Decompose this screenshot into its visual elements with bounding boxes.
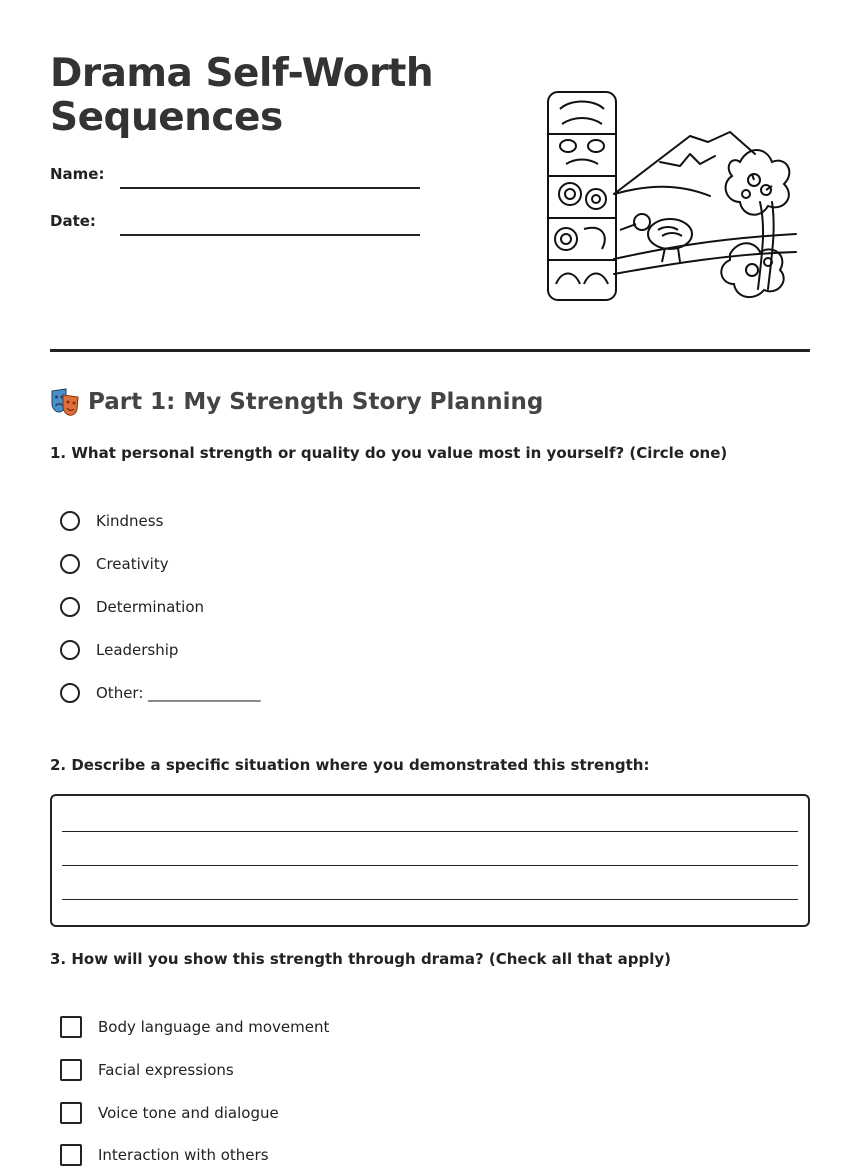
answer-line: [62, 899, 798, 900]
option-label: Leadership: [96, 641, 179, 659]
radio-circle[interactable]: [60, 511, 80, 531]
option-label: Kindness: [96, 512, 164, 530]
name-label: Name:: [50, 165, 105, 183]
checkbox-label: Body language and movement: [98, 1018, 330, 1036]
option-kindness[interactable]: [60, 511, 163, 531]
section-heading-text: Part 1: My Strength Story Planning: [88, 389, 544, 415]
checkbox-voice-tone[interactable]: [60, 1102, 279, 1124]
name-field[interactable]: [120, 187, 420, 189]
radio-circle[interactable]: [60, 640, 80, 660]
checkbox-label: Interaction with others: [98, 1146, 269, 1164]
checkbox-facial-expressions[interactable]: [60, 1059, 234, 1081]
option-label: Determination: [96, 598, 205, 616]
checkbox-box[interactable]: [60, 1144, 82, 1166]
question-3: 3. How will you show this strength through drama? (Check all that apply): [50, 950, 672, 968]
date-field[interactable]: [120, 234, 420, 236]
title-line-1: Drama Self-Worth: [50, 51, 434, 96]
section-heading-part-1: [50, 387, 543, 417]
checkbox-box[interactable]: [60, 1016, 82, 1038]
checkbox-box[interactable]: [60, 1102, 82, 1124]
checkbox-body-language[interactable]: [60, 1016, 329, 1038]
theater-masks-icon: [50, 387, 80, 417]
option-other[interactable]: [60, 683, 261, 703]
option-leadership[interactable]: [60, 640, 178, 660]
option-label: Other: _______________: [96, 684, 261, 702]
page-title: [50, 52, 433, 140]
radio-circle[interactable]: [60, 597, 80, 617]
checkbox-label: Voice tone and dialogue: [98, 1104, 279, 1122]
question-2: 2. Describe a specific situation where you demonstrated this strength:: [50, 756, 650, 774]
answer-box[interactable]: [50, 794, 810, 927]
header-divider: [50, 349, 810, 352]
radio-circle[interactable]: [60, 683, 80, 703]
checkbox-label: Facial expressions: [98, 1061, 234, 1079]
option-determination[interactable]: [60, 597, 204, 617]
date-label: Date:: [50, 212, 96, 230]
option-label: Creativity: [96, 555, 169, 573]
radio-circle[interactable]: [60, 554, 80, 574]
option-creativity[interactable]: [60, 554, 169, 574]
checkbox-box[interactable]: [60, 1059, 82, 1081]
question-1: 1. What personal strength or quality do you value most in yourself? (Circle one): [50, 444, 728, 462]
maori-carving-kiwi-mountain-illustration: [540, 84, 802, 306]
title-line-2: Sequences: [50, 95, 283, 140]
answer-line: [62, 831, 798, 832]
checkbox-interaction[interactable]: [60, 1144, 269, 1166]
answer-line: [62, 865, 798, 866]
